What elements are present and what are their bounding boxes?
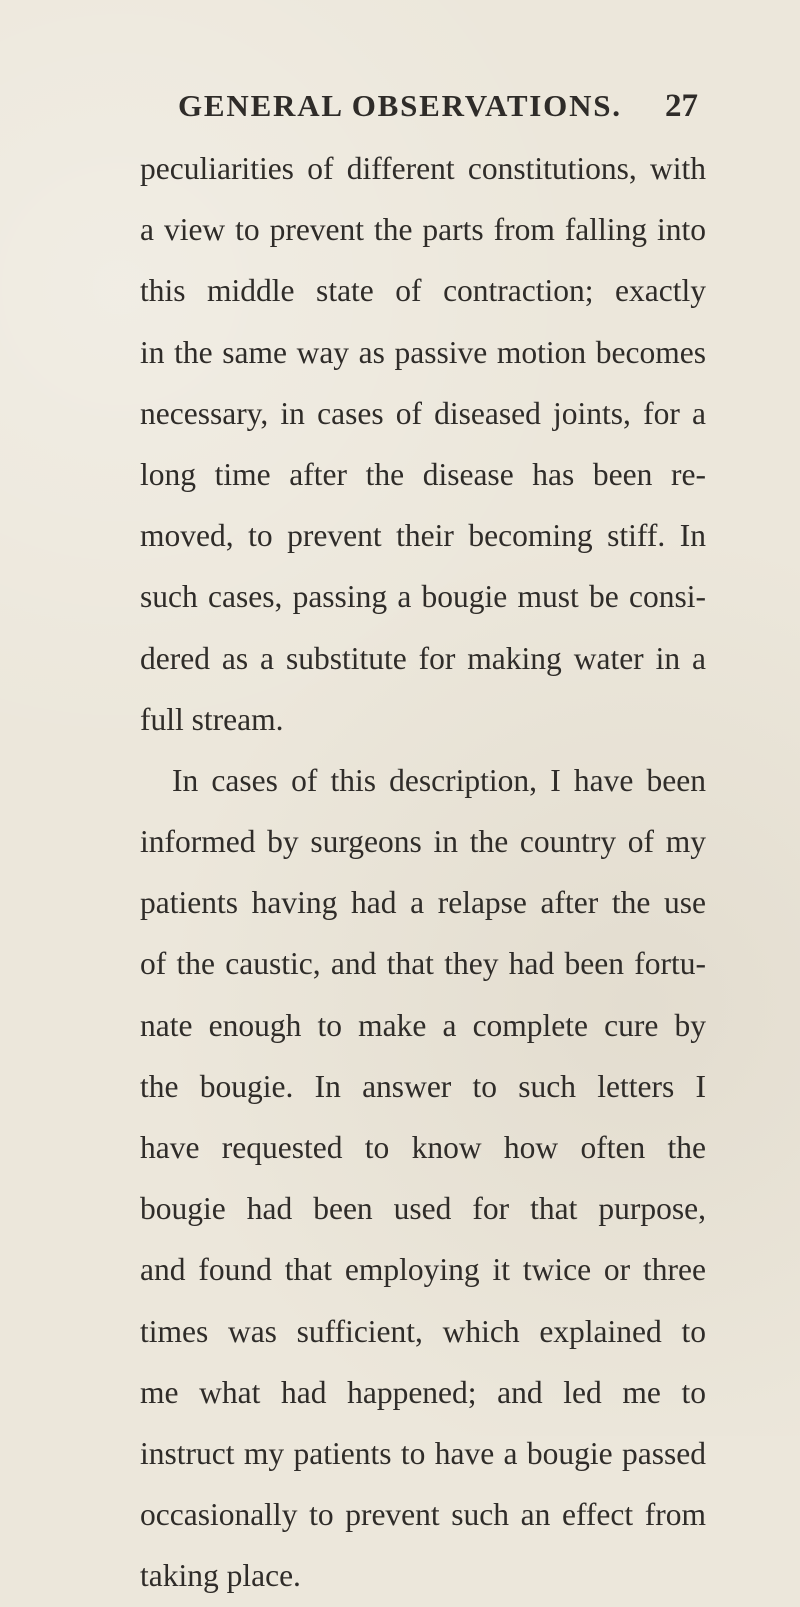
text-line: a view to prevent the parts from falling into — [140, 212, 706, 248]
text-line: and found that employing it twice or three — [140, 1252, 706, 1288]
text-line: of the caustic, and that they had been fortu- — [140, 946, 706, 982]
paragraph-start-line: In cases of this description, I have been — [172, 762, 706, 798]
text-line: bougie had been used for that purpose, — [140, 1191, 706, 1227]
text-line: instruct my patients to have a bougie passed — [140, 1435, 706, 1471]
text-line: informed by surgeons in the country of my — [140, 824, 706, 860]
text-line: in the same way as passive motion becomes — [140, 334, 706, 370]
text-line: nate enough to make a complete cure by — [140, 1007, 706, 1043]
text-line: patients having had a relapse after the use — [140, 885, 706, 921]
text-line: necessary, in cases of diseased joints, for a — [140, 395, 706, 431]
text-line: this middle state of contraction; exactly — [140, 273, 706, 309]
text-line: full stream. — [140, 701, 284, 737]
text-line: the bougie. In answer to such letters I — [140, 1068, 706, 1104]
text-line: moved, to prevent their becoming stiff. In — [140, 518, 706, 554]
running-head: GENERAL OBSERVATIONS. — [178, 88, 622, 123]
text-line: taking place. — [140, 1558, 301, 1594]
text-line: have requested to know how often the — [140, 1130, 706, 1165]
page-header — [178, 88, 698, 132]
page-number: 27 — [665, 88, 698, 124]
text-line: peculiarities of different constitutions, with — [140, 151, 706, 186]
text-line: dered as a substitute for making water in a — [140, 640, 706, 676]
body-text — [140, 138, 706, 1607]
text-line: long time after the disease has been re- — [140, 456, 706, 492]
text-line: times was sufficient, which explained to — [140, 1313, 706, 1349]
text-line: such cases, passing a bougie must be consi- — [140, 579, 706, 615]
text-line: me what had happened; and led me to — [140, 1374, 706, 1410]
text-line: occasionally to prevent such an effect from — [140, 1497, 706, 1533]
